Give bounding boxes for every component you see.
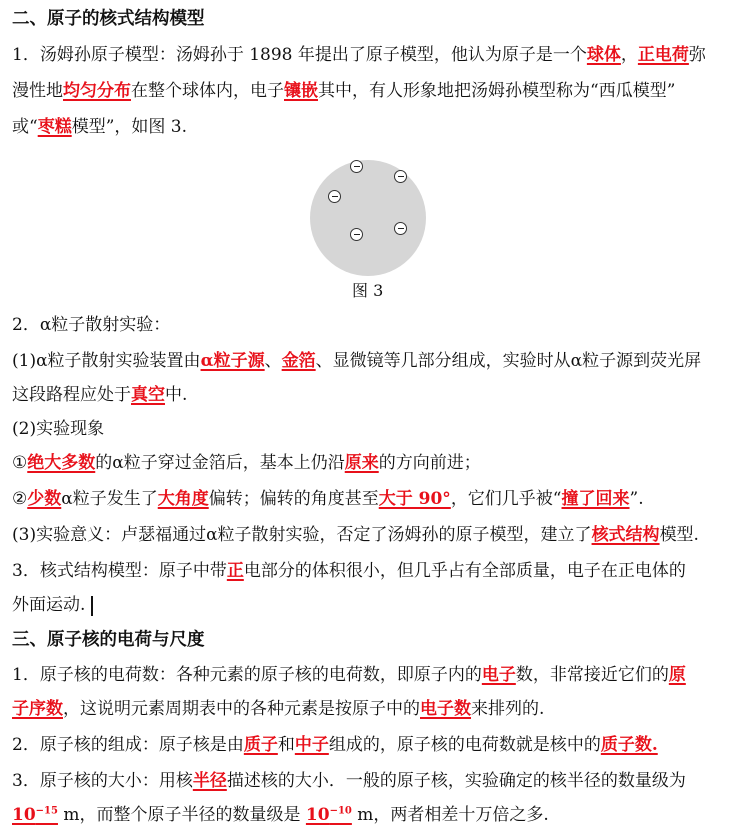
paragraph-significance [12, 524, 699, 546]
text: 电部分的体积很小，但几乎占有全部质量，电子在正电体的 [243, 561, 686, 581]
text: (1)α粒子散射实验装置由 [12, 351, 201, 371]
text: 1．汤姆孙原子模型：汤姆孙于 1898 年提出了原子模型，他认为原子是一个 [12, 45, 587, 65]
electron-icon [394, 222, 407, 235]
paragraph-nuclear-model-line2 [12, 594, 93, 616]
text: 、显微镜等几部分组成，实验时从α粒子源到荧光屏 [315, 351, 702, 371]
text: 3．原子核的大小：用核 [12, 771, 193, 791]
answer-blank: 原 [668, 665, 686, 685]
text: ，这说明元素周期表中的各种元素是按原子中的 [63, 699, 420, 719]
paragraph-charge-line2 [12, 698, 544, 720]
paragraph-alpha-setup-line1 [12, 350, 701, 372]
paragraph-size-line2 [12, 804, 549, 826]
paragraph-alpha-setup-line2 [12, 384, 187, 406]
text: ”. [629, 489, 644, 509]
electron-icon [394, 170, 407, 183]
paragraph-thomson-line3 [12, 116, 187, 138]
text: 3．核式结构模型：原子中带 [12, 561, 227, 581]
text: α粒子发生了 [61, 489, 158, 509]
answer-blank: 绝大多数 [27, 453, 96, 473]
text: 、 [264, 351, 282, 371]
text: ， [620, 45, 638, 65]
answer-blank: 质子 [243, 735, 278, 755]
electron-icon [350, 160, 363, 173]
text: 模型. [659, 525, 699, 545]
paragraph-phenomenon-1 [12, 452, 481, 474]
text: 和 [277, 735, 295, 755]
answer-blank [12, 805, 58, 825]
text: 偏转；偏转的角度甚至 [208, 489, 379, 509]
text: 来排列的. [471, 699, 545, 719]
text: ① [12, 453, 28, 473]
text: m，而整个原子半径的数量级是 [57, 805, 306, 825]
paragraph-nuclear-model-line1 [12, 560, 686, 582]
text: 组成的，原子核的电荷数就是核中的 [328, 735, 601, 755]
text: 模型”，如图 3. [71, 117, 188, 137]
text: 漫性地 [12, 81, 63, 101]
answer-blank: 少数 [27, 489, 62, 509]
thomson-atom-figure [310, 160, 426, 276]
section-heading-nucleus: 三、原子核的电荷与尺度 [12, 630, 205, 650]
paragraph-thomson-line2 [12, 80, 675, 102]
answer-blank: 镶嵌 [284, 81, 318, 101]
text: 外面运动. [12, 595, 86, 615]
paragraph-alpha-title: 2．α粒子散射实验： [12, 315, 171, 335]
text: 的方向前进； [378, 453, 481, 473]
answer-blank: 原来 [344, 453, 379, 473]
text: 或“ [12, 117, 38, 137]
answer-blank: α粒子源 [200, 351, 265, 371]
answer-blank: 大于 90° [378, 489, 451, 509]
text: 其中，有人形象地把汤姆孙模型称为“西瓜模型” [318, 81, 676, 101]
answer-blank: 子序数 [12, 699, 63, 719]
text: 2．原子核的组成：原子核是由 [12, 735, 244, 755]
text: ，它们几乎被“ [450, 489, 562, 509]
paragraph-thomson-line1 [12, 44, 706, 66]
answer-blank: 半径 [192, 771, 227, 791]
answer-blank: 正 [226, 561, 244, 581]
text: 在整个球体内，电子 [131, 81, 284, 101]
text: 这段路程应处于 [12, 385, 131, 405]
text: (3)实验意义：卢瑟福通过α粒子散射实验，否定了汤姆孙的原子模型，建立了 [12, 525, 592, 545]
answer-blank: 质子数. [600, 735, 658, 755]
answer-blank: 均匀分布 [63, 81, 131, 101]
answer-blank: 真空 [131, 385, 165, 405]
exponent: −15 [35, 805, 58, 817]
text: 1．原子核的电荷数：各种元素的原子核的电荷数，即原子内的 [12, 665, 482, 685]
text-cursor [91, 596, 93, 616]
electron-icon [328, 190, 341, 203]
paragraph-phenomenon-2 [12, 488, 644, 510]
exponent: −10 [329, 805, 352, 817]
answer-blank [306, 805, 352, 825]
answer-blank: 金箔 [281, 351, 316, 371]
paragraph-charge-line1 [12, 664, 686, 686]
text: m，两者相差十万倍之多. [351, 805, 549, 825]
text: ② [12, 489, 28, 509]
answer-blank: 正电荷 [637, 45, 689, 65]
answer-blank: 枣糕 [37, 117, 72, 137]
text: 中. [165, 385, 188, 405]
answer-blank: 电子数 [420, 699, 471, 719]
answer-blank: 电子 [481, 665, 516, 685]
paragraph-composition [12, 734, 658, 756]
answer-blank: 大角度 [157, 489, 209, 509]
figure-caption: 图 3 [352, 281, 384, 300]
text: 的α粒子穿过金箔后，基本上仍沿 [95, 453, 345, 473]
section-heading-nuclear-model: 二、原子的核式结构模型 [12, 9, 205, 29]
text: 10 [305, 805, 330, 825]
answer-blank: 核式结构 [591, 525, 660, 545]
paragraph-size-line1 [12, 770, 686, 792]
answer-blank: 撞了回来 [561, 489, 630, 509]
text: 10 [12, 805, 36, 825]
text: 弥 [688, 45, 706, 65]
text: 数，非常接近它们的 [515, 665, 669, 685]
text: 描述核的大小．一般的原子核，实验确定的核半径的数量级为 [226, 771, 686, 791]
electron-icon [350, 228, 363, 241]
answer-blank: 中子 [294, 735, 329, 755]
paragraph-phenomena-title: (2)实验现象 [12, 419, 105, 439]
answer-blank: 球体 [586, 45, 621, 65]
